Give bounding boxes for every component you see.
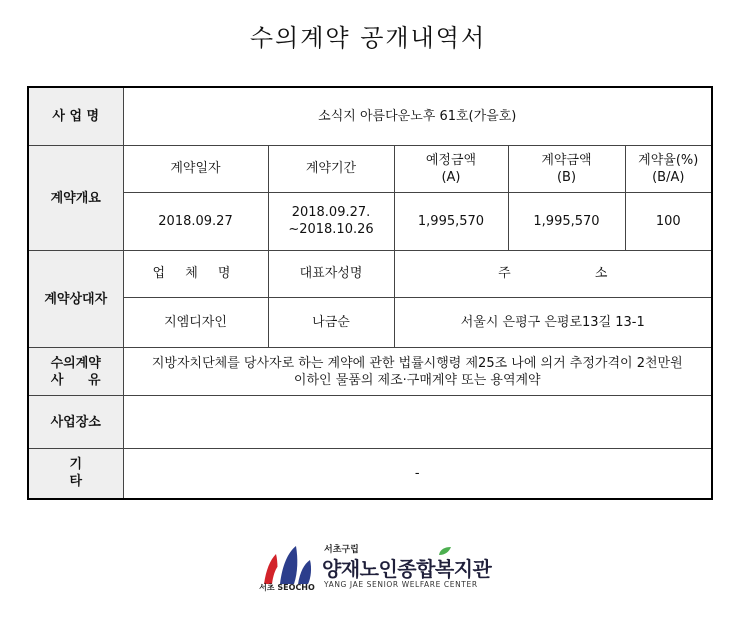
business-value: 소식지 아름다운노후 61호(가을호) [123, 87, 712, 146]
etc-value: - [123, 448, 712, 499]
contract-date-value: 2018.09.27 [123, 192, 268, 251]
location-label: 사업장소 [28, 396, 123, 449]
period-end: ~2018.10.26 [288, 222, 374, 238]
business-row [28, 87, 712, 146]
reason-text-line1: 지방자치단체를 당사자로 하는 계약에 관한 법률시행령 제25조 나에 의거 추정가격이 2천만원 [151, 355, 683, 371]
location-row [28, 396, 712, 449]
counterparty-value-row [28, 297, 712, 347]
representative-value: 나금순 [268, 297, 394, 347]
header-company-name: 업 체 명 [123, 251, 268, 297]
header-rate-line1: 계약율(%) [638, 152, 699, 168]
welfare-center-logo [256, 540, 496, 600]
header-contract-amount [508, 146, 625, 192]
seocho-text: 서초 SEOCHO [259, 583, 315, 592]
address-value: 서울시 은평구 은평로13길 13-1 [394, 297, 712, 347]
logo-english-name: YANG JAE SENIOR WELFARE CENTER [324, 580, 478, 589]
logo-district-label: 서초구립 [324, 545, 359, 555]
header-estimate-line2: (A) [441, 169, 461, 185]
counterparty-label: 계약상대자 [28, 251, 123, 348]
contract-disclosure-table [27, 86, 713, 500]
period-start: 2018.09.27. [291, 205, 371, 221]
header-contract-rate [625, 146, 712, 192]
header-contract-line1: 계약금액 [541, 152, 592, 168]
header-contract-date: 계약일자 [123, 146, 268, 192]
estimate-amount-value: 1,995,570 [394, 192, 508, 251]
header-address: 주 소 [394, 251, 712, 297]
header-rate-line2: (B/A) [652, 169, 685, 185]
reason-label-line2: 사 유 [50, 372, 111, 388]
header-estimate-line1: 예정금액 [425, 152, 477, 168]
header-contract-line2: (B) [556, 169, 577, 185]
company-name-value: 지엠디자인 [123, 297, 268, 347]
reason-text [123, 347, 712, 395]
leaf-icon [438, 546, 452, 556]
business-label: 사 업 명 [28, 87, 123, 146]
contract-rate-value: 100 [625, 192, 712, 251]
overview-value-row [28, 192, 712, 251]
logo-center-name: 양재노인종합복지관 [322, 557, 492, 581]
overview-header-row [28, 146, 712, 192]
etc-row [28, 448, 712, 499]
page-title: 수의계약 공개내역서 [249, 24, 487, 52]
reason-text-line2: 이하인 물품의 제조·구매계약 또는 용역계약 [293, 372, 541, 388]
overview-label: 계약개요 [28, 146, 123, 251]
location-value [123, 396, 712, 449]
header-estimate-amount [394, 146, 508, 192]
counterparty-header-row [28, 251, 712, 297]
header-contract-period: 계약기간 [268, 146, 394, 192]
reason-label-line1: 수의계약 [50, 355, 101, 371]
contract-period-value [268, 192, 394, 251]
etc-label: 기 타 [28, 448, 123, 499]
reason-row [28, 347, 712, 395]
reason-label [28, 347, 123, 395]
contract-amount-value: 1,995,570 [508, 192, 625, 251]
header-representative: 대표자성명 [268, 251, 394, 297]
